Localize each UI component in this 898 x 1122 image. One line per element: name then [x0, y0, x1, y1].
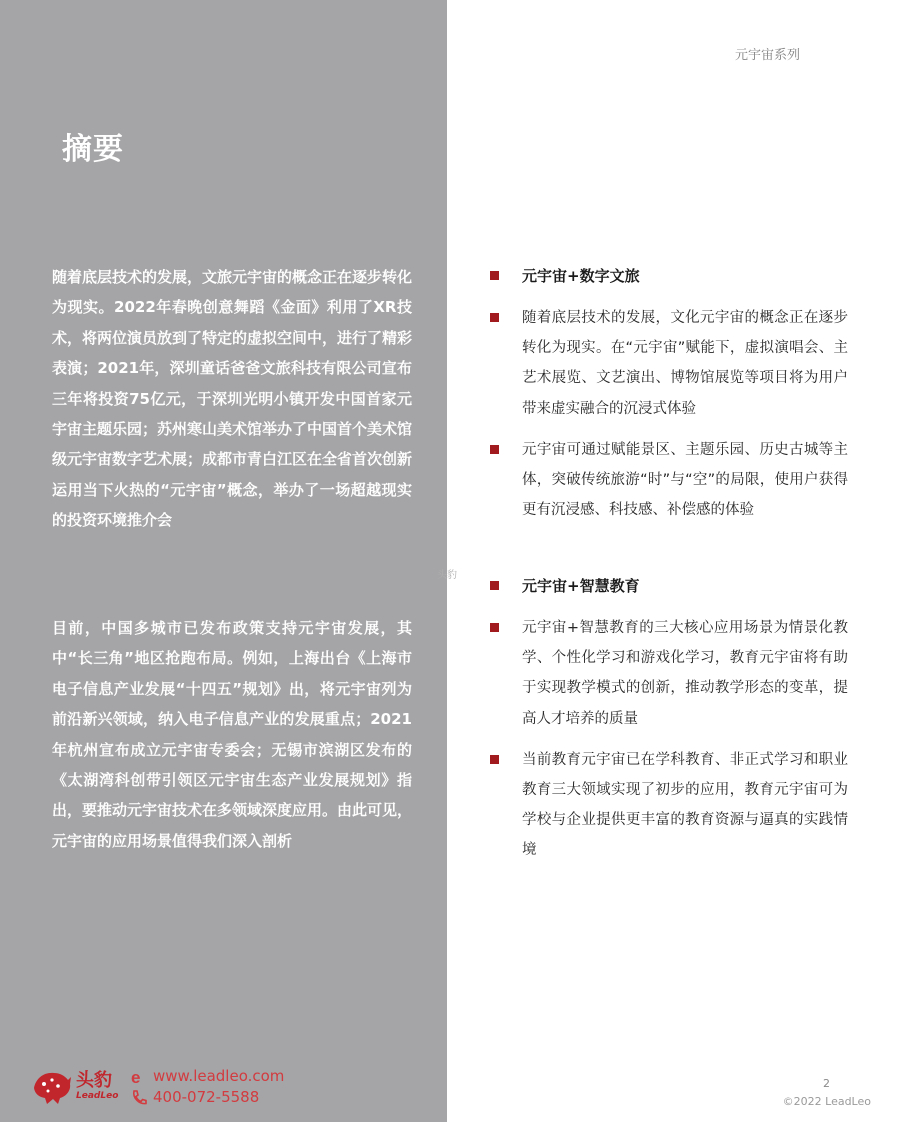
website-link[interactable]: www.leadleo.com [153, 1067, 285, 1085]
bullet-item: 当前教育元宇宙已在学科教育、非正式学习和职业教育三大领域实现了初步的应用，教育元宇宙可为学校与企业提供更丰富的教育资源与逼真的实践情境 [488, 745, 848, 866]
section-digital-tourism [488, 265, 848, 536]
bullet-item: 随着底层技术的发展，文化元宇宙的概念正在逐步转化为现实。在“元宇宙”赋能下，虚拟演唱会、主艺术展览、文艺演出、博物馆展览等项目将为用户带来虚实融合的沉浸式体验 [488, 303, 848, 424]
square-bullet-icon [490, 271, 499, 280]
section-heading: 元宇宙+数字文旅 [488, 265, 848, 287]
page-title: 摘要 [62, 132, 124, 167]
phone-number: 400-072-5588 [153, 1088, 260, 1106]
leadleo-logo [30, 1066, 128, 1110]
square-bullet-icon [490, 581, 499, 590]
square-bullet-icon [490, 313, 499, 322]
bullet-item: 元宇宙+智慧教育的三大核心应用场景为情景化教学、个性化学习和游戏化学习，教育元宇宙将有助于实现教学模式的创新，推动教学形态的变革，提高人才培养的质量 [488, 613, 848, 734]
logo-english: LeadLeo [76, 1091, 119, 1101]
phone-row [130, 1087, 284, 1108]
watermark: 头豹 [437, 570, 457, 581]
copyright: ©2022 LeadLeo [782, 1095, 871, 1108]
summary-paragraph: 随着底层技术的发展，文旅元宇宙的概念正在逐步转化为现实。2022年春晚创意舞蹈《金面》利用了XR技术，将两位演员放到了特定的虚拟空间中，进行了精彩表演；2021年，深圳童话爸爸文旅科技有限公司宣布三年将投资75亿元，于深圳光明小镇开发中国首家元宇宙主题乐园；苏州寒山美术馆举办了中国首个美术馆级元宇宙数字艺术展；成都市青白江区在全省首次创新运用当下火热的“元宇宙”概念，举办了一场超越现实的投资环境推介会 [52, 268, 413, 530]
section-smart-education [488, 575, 848, 877]
square-bullet-icon [490, 445, 499, 454]
website-row[interactable] [130, 1066, 284, 1087]
page-number: 2 [823, 1077, 830, 1090]
square-bullet-icon [490, 755, 499, 764]
square-bullet-icon [490, 623, 499, 632]
section-heading: 元宇宙+智慧教育 [488, 575, 848, 597]
leopard-logo-icon [30, 1066, 72, 1106]
phone-icon [130, 1089, 148, 1106]
contact-info [130, 1066, 284, 1108]
summary-paragraph: 目前，中国多城市已发布政策支持元宇宙发展，其中“长三角”地区抢跑布局。例如，上海出台《上海市电子信息产业发展“十四五”规划》出，将元宇宙列为前沿新兴领域，纳入电子信息产业的发展重点；2021年杭州宣布成立元宇宙专委会；无锡市滨湖区发布的《太湖湾科创带引领区元宇宙生态产业发展规划》指出，要推动元宇宙技术在多领域深度应用。由此可见，元宇宙的应用场景值得我们深入剖析 [52, 619, 413, 850]
svg-text:e: e [131, 1068, 141, 1085]
web-e-icon [130, 1068, 148, 1085]
bullet-item: 元宇宙可通过赋能景区、主题乐园、历史古城等主体，突破传统旅游“时”与“空”的局限，使用户获得更有沉浸感、科技感、补偿感的体验 [488, 435, 848, 526]
left-summary-panel [0, 0, 447, 1122]
series-label: 元宇宙系列 [734, 48, 800, 63]
logo-chinese: 头豹 [76, 1070, 112, 1091]
